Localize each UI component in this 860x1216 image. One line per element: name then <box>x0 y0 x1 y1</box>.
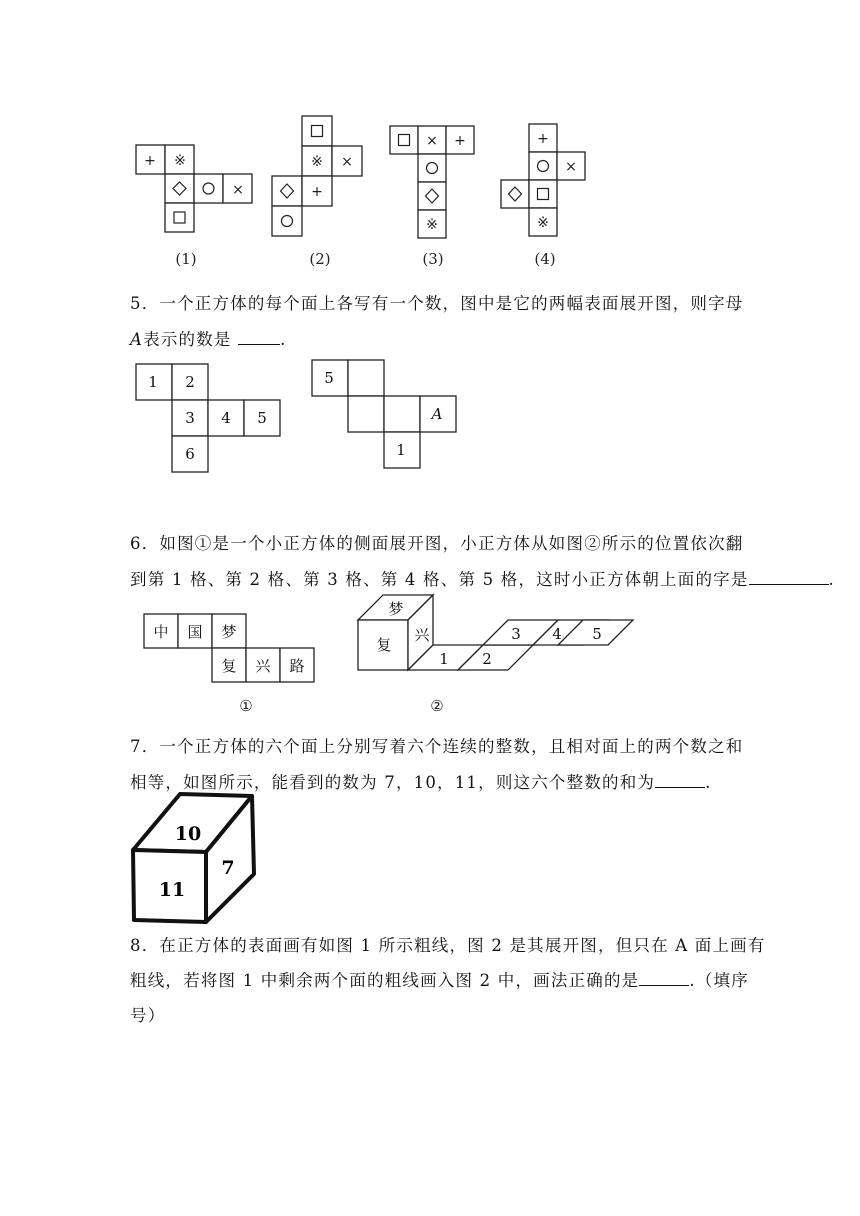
q7-cube-figure <box>0 790 860 930</box>
q6-square-label-5: 5 <box>592 625 602 643</box>
net-3 <box>390 126 474 268</box>
q6-net-zhong: 中 <box>153 623 169 641</box>
q8-line-2 <box>130 967 749 991</box>
q5-line-2-end: . <box>280 330 287 349</box>
q6-square-label-4: 4 <box>552 625 562 643</box>
net4-caption: (4) <box>534 250 556 268</box>
q7-answer-blank <box>655 773 705 788</box>
net3-cross: × <box>426 133 438 149</box>
net2-ast: ※ <box>311 154 323 170</box>
q5-net-a <box>136 364 280 472</box>
q6-figure <box>0 590 860 720</box>
q6-line-1: 6．如图①是一个小正方体的侧面展开图，小正方体从如图②所示的位置依次翻 <box>130 534 744 553</box>
q6-answer-blank <box>749 570 829 585</box>
q5-a-cell-4: 4 <box>221 409 231 427</box>
q5-line-1: 5．一个正方体的每个面上各写有一个数，图中是它的两幅表面展开图，则字母 <box>130 294 744 313</box>
net1-plus: + <box>144 153 156 169</box>
q7-line-1: 7．一个正方体的六个面上分别写着六个连续的整数，且相对面上的两个数之和 <box>130 737 744 756</box>
q6-net-meng: 梦 <box>221 623 237 641</box>
q5-a-cell-1: 1 <box>148 373 158 391</box>
q5-line-2 <box>130 326 287 350</box>
q6-line-2-text: 到第 1 格、第 2 格、第 3 格、第 4 格、第 5 格，这时小正方体朝上面的字是 <box>130 570 749 589</box>
q8-answer-blank <box>639 971 689 986</box>
q5-net-b <box>312 360 456 468</box>
net4-plus: + <box>537 131 549 147</box>
q6-cube-front: 复 <box>376 636 392 654</box>
q7-top-number: 10 <box>174 823 202 845</box>
net3-plus: + <box>454 133 466 149</box>
q6-line-2-end: . <box>828 570 835 589</box>
q8-line-1: 8．在正方体的表面画有如图 1 所示粗线，图 2 是其展开图，但只在 A 面上画有 <box>130 936 766 955</box>
q5-a-cell-3: 3 <box>185 409 195 427</box>
q6-square-label-2: 2 <box>482 650 492 668</box>
net-4 <box>501 124 585 268</box>
net2-plus: + <box>311 184 323 200</box>
q5-a-cell-6: 6 <box>185 445 195 463</box>
cube-nets-figure <box>0 0 860 280</box>
q6-net-guo: 国 <box>187 623 203 641</box>
q6-caption-1: ① <box>239 697 253 715</box>
net4-ast: ※ <box>537 215 549 231</box>
q5-line-2-text: 表示的数是 <box>143 330 232 349</box>
q6-net-lu: 路 <box>289 657 305 675</box>
net1-ast: ※ <box>174 153 186 169</box>
q6-square-label-1: 1 <box>439 650 449 668</box>
net3-ast: ※ <box>426 217 438 233</box>
q8-line-2-end: .（填序 <box>689 971 749 990</box>
q6-net-xing: 兴 <box>255 657 271 675</box>
net3-caption: (3) <box>422 250 444 268</box>
q5-answer-blank <box>238 330 280 345</box>
q5-b-cell-5: 5 <box>324 369 334 387</box>
q8-line-2-text: 粗线，若将图 1 中剩余两个面的粗线画入图 2 中，画法正确的是 <box>130 971 640 990</box>
q5-a-cell-2: 2 <box>185 373 195 391</box>
q5-b-cell-A: A <box>431 405 443 423</box>
q6-cube-top: 梦 <box>388 600 404 618</box>
q7-side-number: 7 <box>221 857 235 879</box>
net1-caption: (1) <box>175 250 197 268</box>
net2-cross: × <box>341 154 353 170</box>
q7-line-2-text: 相等，如图所示，能看到的数为 7，10，11，则这六个整数的和为 <box>130 773 656 792</box>
q7-front-number: 11 <box>158 879 186 901</box>
q6-cube-side: 兴 <box>414 626 430 644</box>
net1-cross: × <box>232 182 244 198</box>
net-2 <box>272 116 362 268</box>
q5-variable: A <box>130 330 144 349</box>
net4-cross: × <box>565 159 577 175</box>
q6-net-fu: 复 <box>221 657 237 675</box>
net-1 <box>136 145 252 268</box>
q5-nets-figure <box>0 355 860 480</box>
q5-a-cell-5: 5 <box>257 409 267 427</box>
q7-line-2-end: . <box>705 773 712 792</box>
net2-caption: (2) <box>309 250 331 268</box>
q6-caption-2: ② <box>430 697 444 715</box>
q5-b-cell-1: 1 <box>396 441 406 459</box>
q6-square-label-3: 3 <box>511 625 521 643</box>
q8-line-3: 号） <box>130 1006 166 1025</box>
q6-net <box>144 614 314 715</box>
q6-line-2 <box>130 566 835 590</box>
q6-cube-track <box>358 595 633 715</box>
